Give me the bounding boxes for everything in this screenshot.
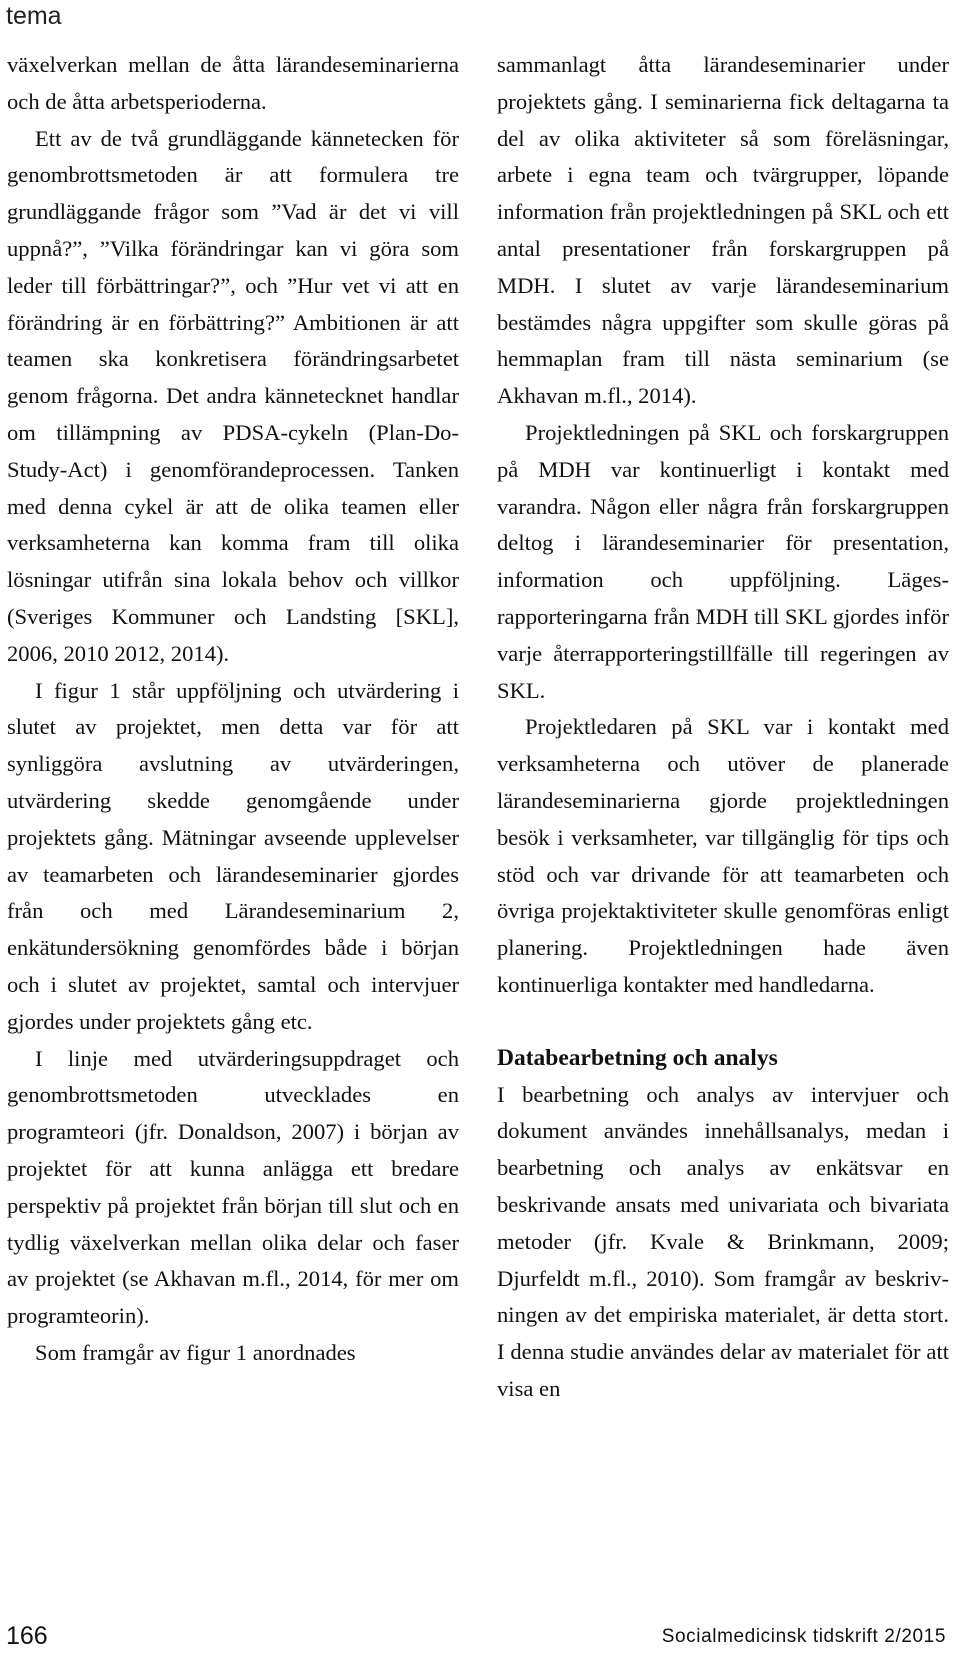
paragraph: Som framgår av figur 1 anordnades <box>35 1339 356 1365</box>
paragraph: växelverkan mellan de åtta lärandeseminarierna och de åtta arbetsperioderna. <box>7 52 459 114</box>
paragraph: I bearbetning och analys av intervjuer och dokument användes innehållsanalys, medan i bearbetning och analys av enkätsvar en beskrivande ansats med univariata och bivariata metoder (jfr. Kvale & Brinkmann, 2009; Djurfeldt m.fl., 2010). Som framgår av beskrivningen av det empiriska materialet, är detta stort. I denna studie användes delar av materialet för att visa en <box>497 1081 949 1401</box>
page-number: 166 <box>6 1622 48 1650</box>
section-label: tema <box>6 2 62 30</box>
section-heading: Databearbetning och analys <box>497 1044 778 1071</box>
left-column <box>7 47 459 1372</box>
paragraph: Projektledningen på SKL och forskargruppen på MDH var kontinuerligt i kontakt med varandra. Någon eller några från forskargruppen deltog i lärandeseminarier för presentation, information och uppföljning. Lägesrapporteringarna från MDH till SKL gjordes inför varje återrapporteringstillfälle till regeringen av SKL. <box>497 419 949 703</box>
paragraph: I figur 1 står uppföljning och utvärdering i slutet av projektet, men detta var för att synliggöra avslutning av utvärderingen, utvärdering skedde genomgående under projektets gång. Mätningar avseende upplevelser av teamarbeten och lärandeseminarier gjordes från och med Lärandeseminarium 2, enkätundersökning genomfördes både i början och i slutet av projektet, samtal och intervjuer gjordes under projektets gång etc. <box>7 677 459 1034</box>
paragraph: Projektledaren på SKL var i kontakt med verksamheterna och utöver de planerade lärandeseminarierna gjorde projektledningen besök i verksamheter, var tillgänglig för tips och stöd och var drivande för att teamarbeten och övriga projektaktiviteter skulle genomföras enligt planering. Projektledningen hade även kontinuerliga kontakter med handledarna. <box>497 714 949 997</box>
paragraph: Ett av de två grundläggande kännetecken för genombrottsmetoden är att formulera tre grundläggande frågor som ”Vad är det vi vill uppnå?”, ”Vilka förändringar kan vi göra som leder till förbättringar?”, och ”Hur vet vi att en förändring är en förbättring?” Ambitionen är att teamen ska konkretisera förändringsarbetet genom frågorna. Det andra kännetecknet handlar om tillämpning av PDSA-cykeln (Plan-Do-Study-Act) i genomförandeprocessen. Tanken med denna cykel är att de olika teamen eller verksamheterna kan komma fram till olika lösningar utifrån sina lokala behov och villkor (Sveriges Kommuner och Landsting [SKL], 2006, 2010 2012, 2014). <box>7 125 459 666</box>
journal-name: Socialmedicinsk tidskrift 2/2015 <box>661 1626 946 1647</box>
right-column <box>497 47 949 1408</box>
paragraph: sammanlagt åtta lärandeseminarier under projektets gång. I seminarierna fick deltagarna ta del av olika aktiviteter så som föreläsningar, arbete i egna team och tvärgrupper, löpande information från projektledningen på SKL och ett antal presentationer från forskargruppen på MDH. I slutet av varje lärandeseminarium bestämdes några uppgifter som skulle göras på hemmaplan fram till nästa seminarium (se Akhavan m.fl., 2014). <box>497 52 949 409</box>
paragraph: I linje med utvärderingsuppdraget och genombrottsmetoden utvecklades en programteori (jfr. Donaldson, 2007) i början av projektet för att kunna anlägga ett bredare perspektiv på projektet från början till slut och en tydlig växelverkan mellan olika delar och faser av projektet (se Akhavan m.fl., 2014, för mer om programteorin). <box>7 1045 459 1329</box>
